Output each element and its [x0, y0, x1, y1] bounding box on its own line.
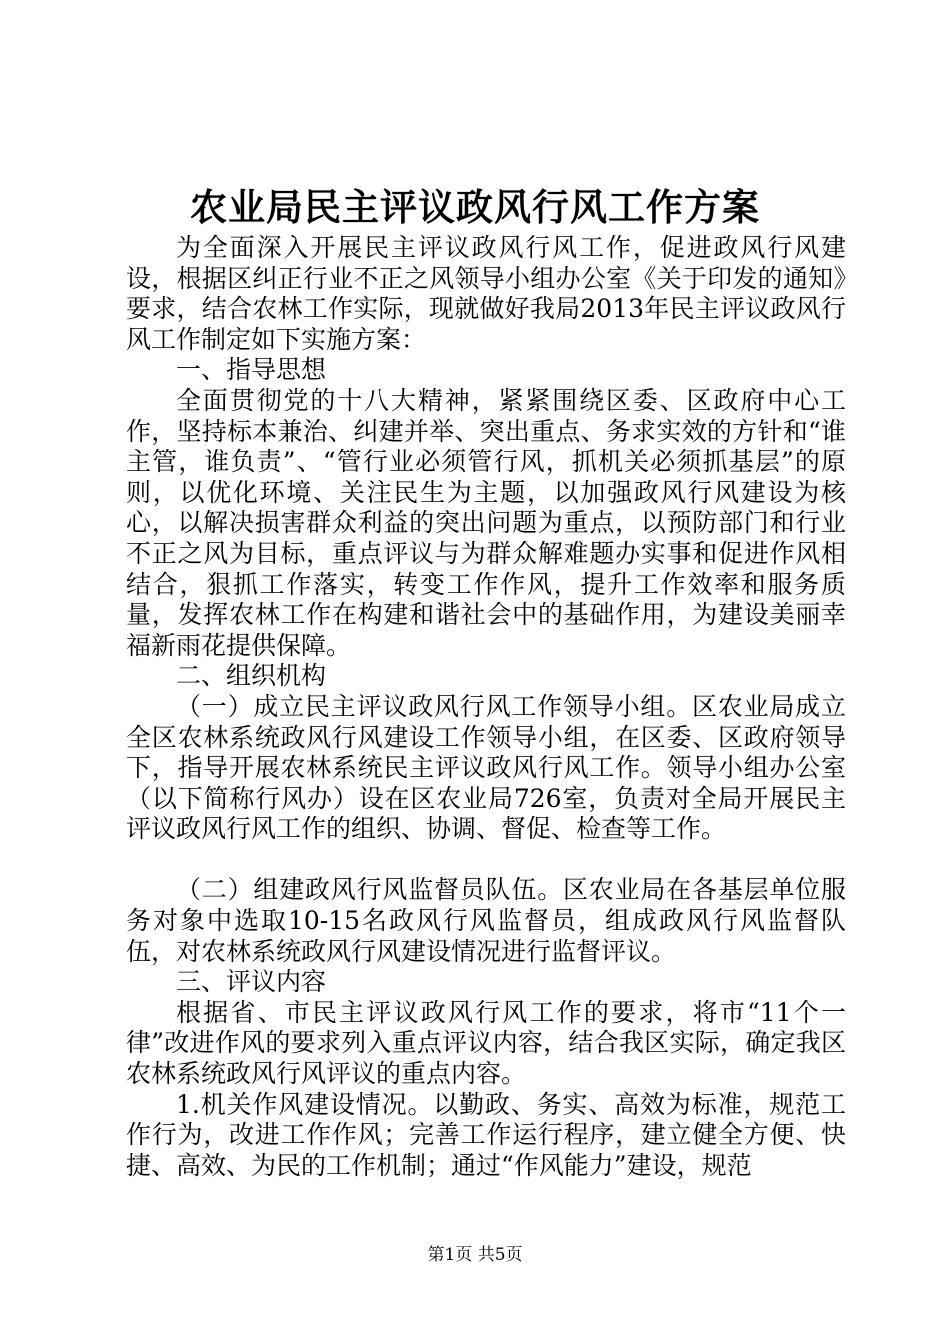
section-heading-guiding-ideology: 一、指导思想	[176, 355, 327, 385]
organization-item-2-paragraph: （二）组建政风行风监督员队伍。区农业局在各基层单位服务对象中选取10-15名政风行风监督员，组成政风行风监督队伍，对农林系统政风行风建设情况进行监督评议。	[126, 875, 846, 966]
document-title: 农业局民主评议政风行风工作方案	[190, 186, 760, 229]
guiding-ideology-paragraph: 全面贯彻党的十八大精神，紧紧围绕区委、区政府中心工作，坚持标本兼治、纠建并举、突出重点、务求实效的方针和“谁主管，谁负责”、“管行业必须管行风，抓机关必须抓基层”的原则，以优化环境、关注民生为主题，以加强政风行风建设为核心，以解决损害群众利益的突出问题为重点，以预防部门和行业不正之风为目标，重点评议与为群众解难题办实事和促进作风相结合，狠抓工作落实，转变工作作风，提升工作效率和服务质量，发挥农林工作在构建和谐社会中的基础作用，为建设美丽幸福新雨花提供保障。	[126, 385, 846, 660]
document-body	[126, 233, 846, 1181]
page-number-footer: 第1页 共5页	[427, 1245, 523, 1265]
organization-item-1-paragraph: （一）成立民主评议政风行风工作领导小组。区农业局成立全区农林系统政风行风建设工作领导小组，在区委、区政府领导下，指导开展农林系统民主评议政风行风工作。领导小组办公室（以下简称行风办）设在区农业局726室，负责对全局开展民主评议政风行风工作的组织、协调、督促、检查等工作。	[126, 691, 846, 844]
intro-paragraph: 为全面深入开展民主评议政风行风工作，促进政风行风建设，根据区纠正行业不正之风领导小组办公室《关于印发的通知》要求，结合农林工作实际，现就做好我局2013年民主评议政风行风工作制定如下实施方案：	[126, 233, 846, 354]
section-heading-evaluation-content: 三、评议内容	[176, 967, 327, 997]
evaluation-content-paragraph: 根据省、市民主评议政风行风工作的要求，将市“11个一律”改进作风的要求列入重点评议内容，结合我区实际，确定我区农林系统政风行风评议的重点内容。	[126, 997, 846, 1089]
section-heading-organization: 二、组织机构	[176, 661, 327, 691]
evaluation-item-1-paragraph: 1.机关作风建设情况。以勤政、务实、高效为标准，规范工作行为，改进工作作风；完善工作运行程序，建立健全方便、快捷、高效、为民的工作机制；通过“作风能力”建设，规范	[126, 1089, 846, 1180]
